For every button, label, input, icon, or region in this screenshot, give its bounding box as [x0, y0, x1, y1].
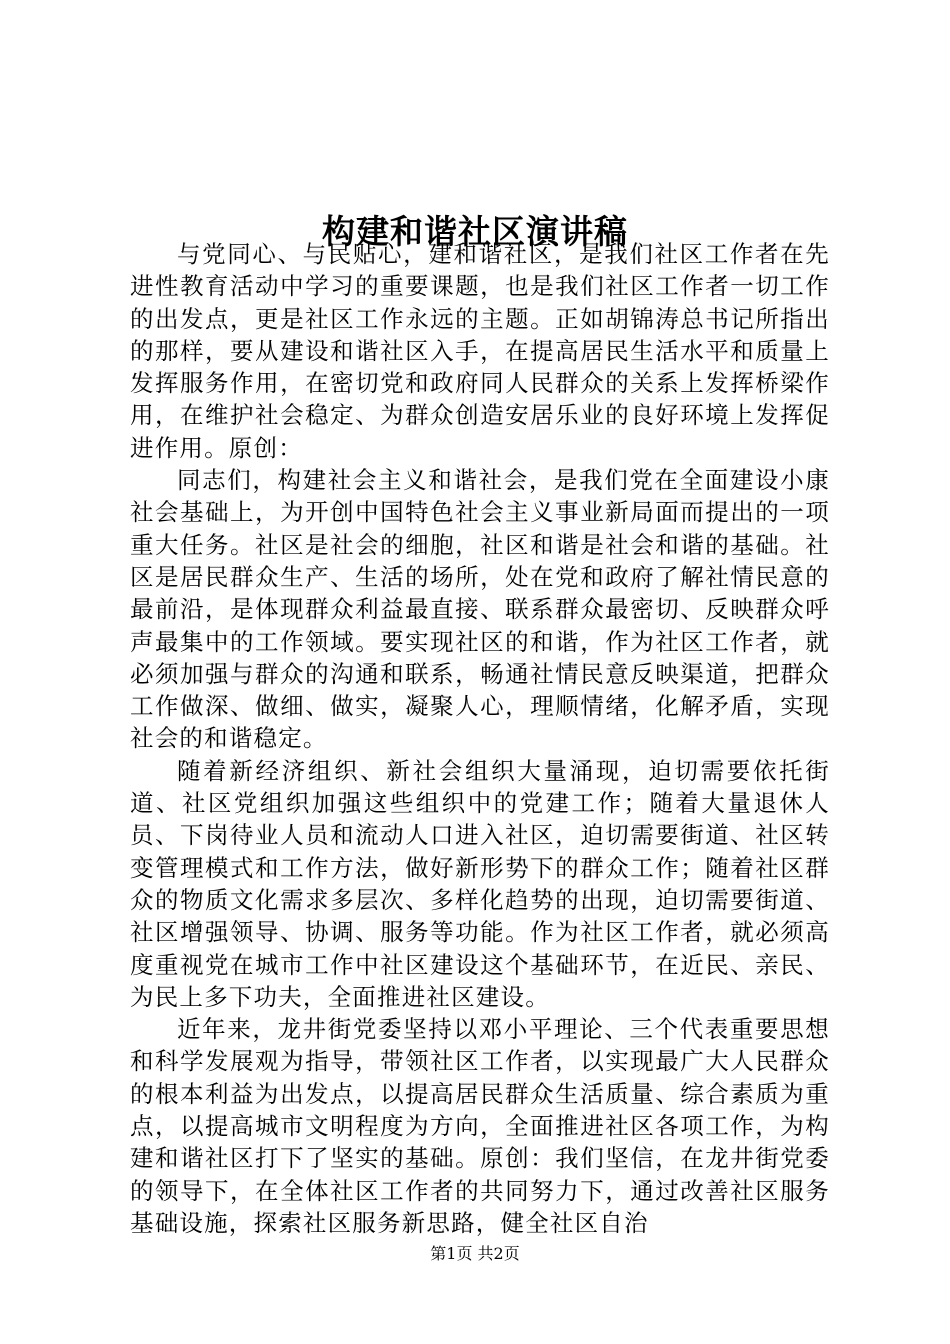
paragraph-3: 随着新经济组织、新社会组织大量涌现，迫切需要依托街道、社区党组织加强这些组织中的党建工作；随着大量退休人员、下岗待业人员和流动人口进入社区，迫切需要街道、社区转变管理模式和工作方法，做好新形势下的群众工作；随着社区群众的物质文化需求多层次、多样化趋势的出现，迫切需要街道、社区增强领导、协调、服务等功能。作为社区工作者，就必须高度重视党在城市工作中社区建设这个基础环节，在近民、亲民、为民上多下功夫，全面推进社区建设。: [130, 756, 830, 1011]
paragraph-4: 近年来，龙井街党委坚持以邓小平理论、三个代表重要思想和科学发展观为指导，带领社区工作者，以实现最广大人民群众的根本利益为出发点，以提高居民群众生活质量、综合素质为重点，以提高城市文明程度为方向，全面推进社区各项工作，为构建和谐社区打下了坚实的基础。原创：我们坚信，在龙井街党委的领导下，在全体社区工作者的共同努力下，通过改善社区服务基础设施，探索社区服务新思路，健全社区自治: [130, 1015, 830, 1237]
paragraph-1: 与党同心、与民贴心，建和谐社区，是我们社区工作者在先进性教育活动中学习的重要课题，也是我们社区工作者一切工作的出发点，更是社区工作永远的主题。正如胡锦涛总书记所指出的那样，要从建设和谐社区入手，在提高居民生活水平和质量上发挥服务作用，在密切党和政府同人民群众的关系上发挥桥梁作用，在维护社会稳定、为群众创造安居乐业的良好环境上发挥促进作用。原创：: [130, 240, 830, 462]
document-body: [130, 238, 830, 1239]
page-number-footer: 第1页 共2页: [430, 1244, 520, 1263]
paragraph-2: 同志们，构建社会主义和谐社会，是我们党在全面建设小康社会基础上，为开创中国特色社会主义事业新局面而提出的一项重大任务。社区是社会的细胞，社区和谐是社会和谐的基础。社区是居民群众生产、生活的场所，处在党和政府了解社情民意的最前沿，是体现群众利益最直接、联系群众最密切、反映群众呼声最集中的工作领域。要实现社区的和谐，作为社区工作者，就必须加强与群众的沟通和联系，畅通社情民意反映渠道，把群众工作做深、做细、做实，凝聚人心，理顺情绪，化解矛盾，实现社会的和谐稳定。: [130, 466, 830, 753]
document-title: 构建和谐社区演讲稿: [322, 212, 628, 252]
